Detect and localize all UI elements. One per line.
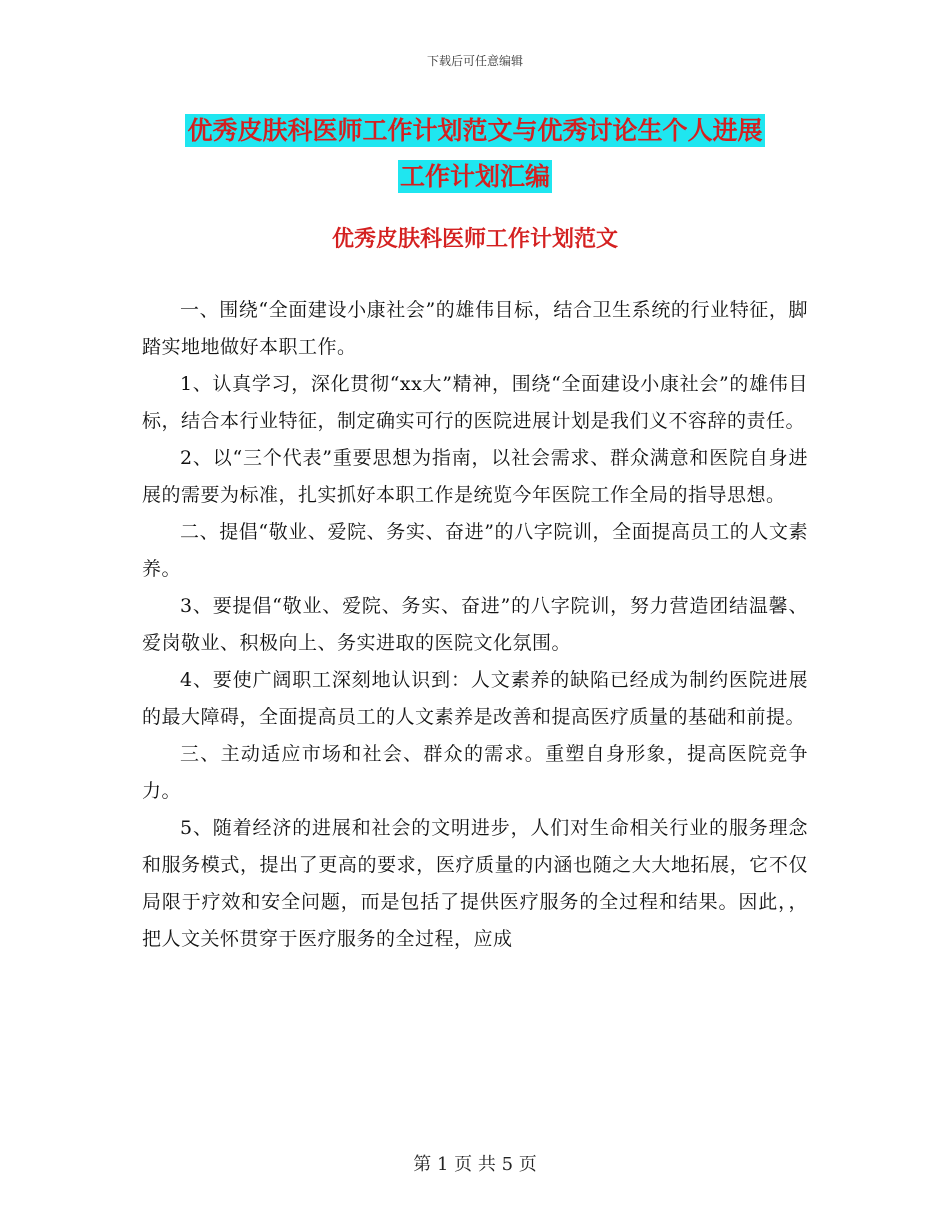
header-note: 下载后可任意编辑 [426,54,523,68]
paragraph: 1、认真学习，深化贯彻“xx大”精神，围绕“全面建设小康社会”的雄伟目标，结合本行业特征，制定确实可行的医院进展计划是我们义不容辞的责任。 [142,373,808,432]
paragraph: 4、要使广阔职工深刻地认识到：人文素养的缺陷已经成为制约医院进展的最大障碍，全面提高员工的人文素养是改善和提高医疗质量的基础和前提。 [142,669,808,728]
page-footer: 第 1 页 共 5 页 [413,1154,537,1175]
section-title: 优秀皮肤科医师工作计划范文 [331,227,618,252]
paragraph: 三、主动适应市场和社会、群众的需求。重塑自身形象，提高医院竞争力。 [142,743,808,802]
document-title [140,108,810,200]
paragraph: 2、以“三个代表”重要思想为指南，以社会需求、群众满意和医院自身进展的需要为标准，扎实抓好本职工作是统览今年医院工作全局的指导思想。 [142,447,808,506]
document-body [142,292,808,958]
paragraph: 一、围绕“全面建设小康社会”的雄伟目标，结合卫生系统的行业特征，脚踏实地地做好本职工作。 [142,299,808,358]
paragraph: 3、要提倡“敬业、爱院、务实、奋进”的八字院训，努力营造团结温馨、爱岗敬业、积极向上、务实进取的医院文化氛围。 [142,595,808,654]
paragraph: 5、随着经济的进展和社会的文明进步，人们对生命相关行业的服务理念和服务模式，提出了更高的要求，医疗质量的内涵也随之大大地拓展，它不仅局限于疗效和安全问题，而是包括了提供医疗服务的全过程和结果。因此，，把人文关怀贯穿于医疗服务的全过程，应成 [142,817,808,950]
title-line-1: 优秀皮肤科医师工作计划范文与优秀讨论生个人进展 [187,116,763,145]
paragraph: 二、提倡“敬业、爱院、务实、奋进”的八字院训，全面提高员工的人文素养。 [142,521,808,580]
title-line-2: 工作计划汇编 [399,162,550,191]
